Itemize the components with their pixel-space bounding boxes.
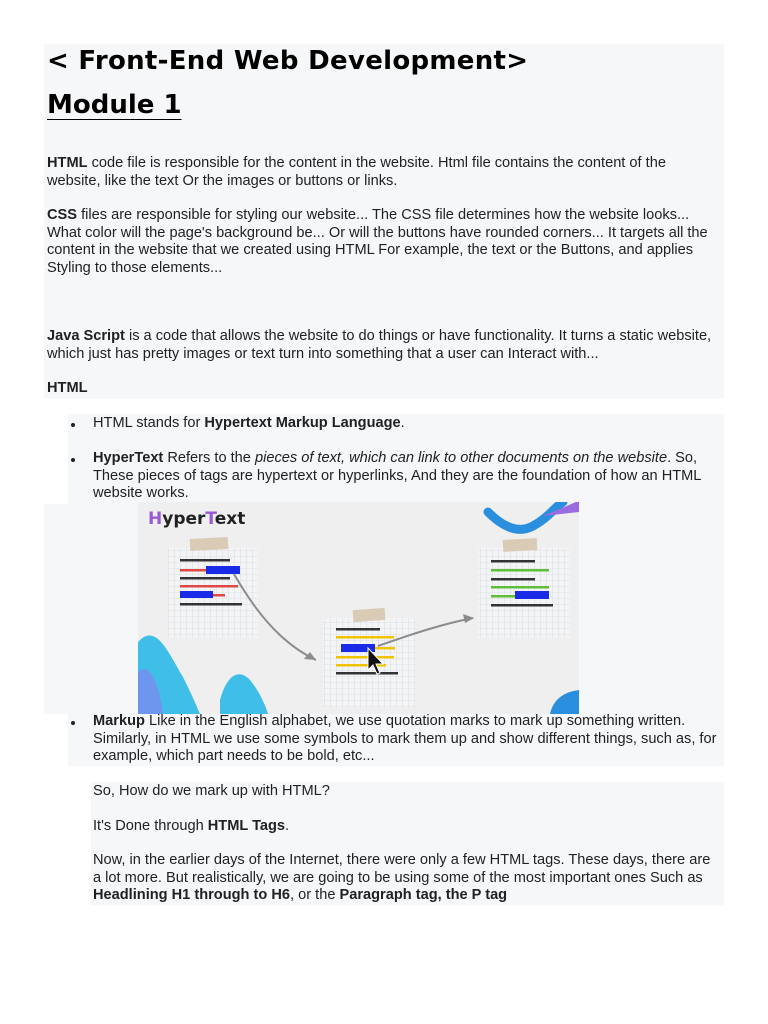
page1-line: [213, 594, 225, 597]
label-yper: yper: [162, 509, 206, 529]
bullet2-prefix: Refers to the: [163, 450, 255, 466]
page1-line: [180, 577, 230, 580]
html-description: code file is responsible for the content in the website. Html file contains the content of the website, like the text Or the images or buttons or links.: [47, 155, 666, 189]
bullet1-prefix: HTML stands for: [93, 415, 205, 431]
page3-line: [491, 586, 549, 589]
bullet-marker: [71, 721, 75, 725]
page3-line: [491, 604, 553, 607]
content-band-image-left: [44, 504, 138, 714]
html-term: HTML: [47, 155, 88, 171]
hypertext-figure-label: [148, 509, 245, 529]
bullet-markup: [93, 713, 723, 766]
page1-link-highlight: [180, 591, 213, 598]
bullet3-term: Markup: [93, 713, 145, 729]
page3-link-highlight: [515, 591, 549, 599]
page2-line: [336, 656, 394, 659]
page1-link-highlight: [206, 566, 240, 574]
bullet2-suffix: . So, These pieces of tags are hypertext or hyperlinks, And they are the foundation of how an HTML website works.: [93, 450, 701, 501]
css-paragraph: [47, 207, 723, 277]
page1-line: [180, 603, 242, 606]
bullet-marker: [71, 458, 75, 462]
bullet-hypertext: [93, 450, 723, 503]
label-h: H: [148, 509, 163, 529]
page1-line: [180, 569, 206, 572]
markup-history: [93, 852, 721, 905]
bullet1-suffix: .: [400, 415, 405, 431]
tape-1: [190, 537, 229, 551]
html-section-heading: HTML: [47, 380, 88, 396]
label-t: T: [205, 509, 215, 529]
js-term: Java Script: [47, 328, 125, 344]
page2-line: [336, 672, 398, 675]
content-band-image-right: [579, 504, 724, 714]
page1-line: [180, 559, 230, 562]
decor-blob-right: [550, 690, 579, 714]
answer-prefix: It's Done through: [93, 818, 208, 834]
page3-line: [491, 569, 549, 572]
answer-term: HTML Tags: [207, 818, 286, 834]
hypertext-illustration: [138, 502, 579, 714]
history-bold-paragraph: Paragraph tag, the P tag: [339, 887, 508, 903]
link-arrowhead-1: [304, 652, 316, 660]
history-bold-headings: Headlining H1 through to H6: [93, 887, 291, 903]
page2-line: [336, 628, 380, 631]
bullet-marker: [71, 423, 75, 427]
bullet3-description: Like in the English alphabet, we use quotation marks to mark up something written. Similarly, in HTML we use some symbols to mark them up and show different things, such as, for example, which part needs to be bold, etc...: [93, 713, 717, 764]
page3-line: [491, 578, 535, 581]
css-term: CSS: [47, 207, 78, 223]
page-title: < Front-End Web Development>: [47, 46, 529, 76]
history-text: Now, in the earlier days of the Internet, there were only a few HTML tags. These days, there are a lot more. But realistically, we are going to be using some of the most important ones Such as: [93, 852, 711, 886]
html-paragraph: [47, 155, 723, 190]
tape-3: [503, 538, 538, 552]
page1-line: [180, 585, 238, 588]
markup-question: So, How do we mark up with HTML?: [93, 783, 330, 799]
link-arrowhead-2: [463, 614, 474, 623]
tape-2: [353, 608, 386, 622]
bullet2-term: HyperText: [93, 450, 164, 466]
label-ext: ext: [214, 509, 246, 529]
markup-answer: [93, 818, 718, 836]
css-description: files are responsible for styling our website... The CSS file determines how the website looks... What color will the page's background be... Or will the buttons have rounded corners... It targets all the content in the website that we created using HTML For example, the text or the Buttons, and applies Styling to those elements...: [47, 207, 708, 276]
bullet-html-stands-for: [93, 415, 718, 433]
history-middle: , or the: [290, 887, 340, 903]
page2-line: [375, 647, 395, 650]
answer-suffix: .: [285, 818, 290, 834]
decor-wave: [488, 502, 563, 529]
bullet1-term: Hypertext Markup Language: [204, 415, 401, 431]
decor-blob-mid: [220, 674, 268, 714]
js-paragraph: [47, 328, 723, 363]
js-description: is a code that allows the website to do things or have functionality. It turns a static website, which just has pretty images or text turn into something that a user can Interact with...: [47, 328, 712, 362]
page3-line: [491, 560, 535, 563]
hypertext-diagram-svg: [138, 502, 579, 714]
bullet2-italic: pieces of text, which can link to other documents on the website: [254, 450, 668, 466]
module-heading: Module 1: [47, 90, 182, 120]
page2-line: [336, 636, 394, 639]
page3-line: [491, 595, 515, 598]
